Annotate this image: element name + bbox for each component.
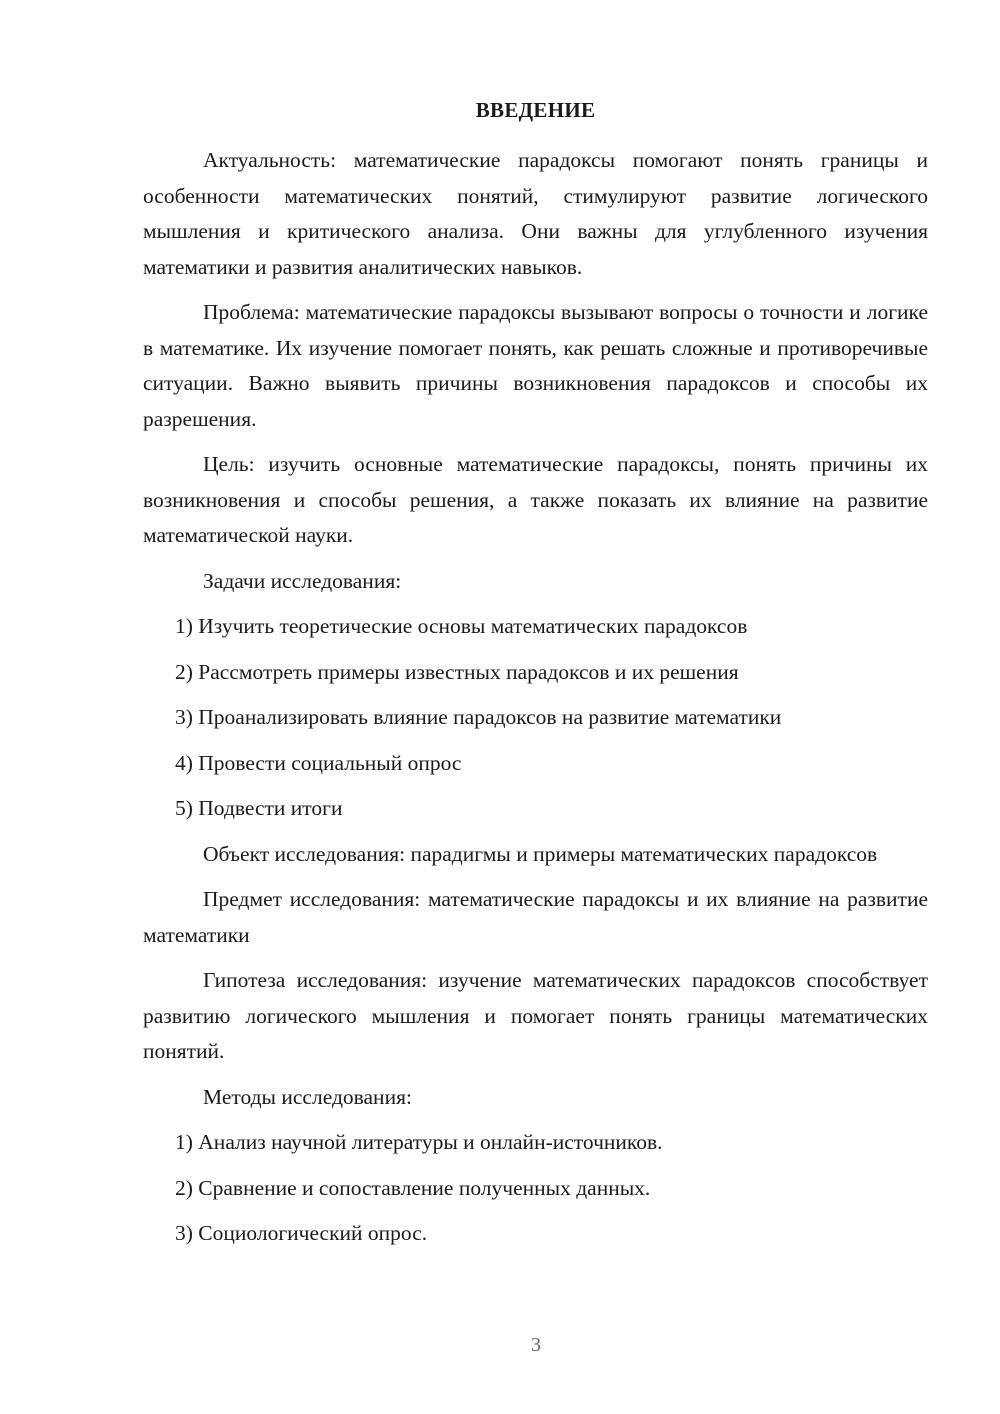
list-item: 1) Анализ научной литературы и онлайн-источников. <box>175 1130 663 1154</box>
list-item: 3) Социологический опрос. <box>175 1221 428 1245</box>
document-page <box>143 96 928 1262</box>
list-item: 3) Проанализировать влияние парадоксов на развитие математики <box>175 705 782 729</box>
list-item: 1) Изучить теоретические основы математических парадоксов <box>175 614 748 638</box>
goal-paragraph: Цель: изучить основные математические парадоксы, понять причины их возникновения и способы решения, а также показать их влияние на развитие математической науки. <box>143 452 928 547</box>
tasks-list <box>143 609 928 827</box>
page-number: 3 <box>531 1334 541 1356</box>
hypothesis-paragraph: Гипотеза исследования: изучение математических парадоксов способствует развитию логического мышления и помогает понять границы математических понятий. <box>143 968 928 1063</box>
page-title: ВВЕДЕНИЕ <box>475 98 596 122</box>
tasks-label: Задачи исследования: <box>203 568 402 593</box>
methods-list <box>143 1125 928 1252</box>
object-paragraph: Объект исследования: парадигмы и примеры математических парадоксов <box>203 841 878 866</box>
list-item: 5) Подвести итоги <box>175 796 343 820</box>
methods-label: Методы исследования: <box>203 1084 412 1109</box>
list-item: 4) Провести социальный опрос <box>175 750 462 775</box>
relevance-paragraph: Актуальность: математические парадоксы помогают понять границы и особенности математических понятий, стимулируют развитие логического мышления и критического анализа. Они важны для углубленного изучения математики и развития аналитических навыков. <box>143 148 928 279</box>
list-item: 2) Сравнение и сопоставление полученных данных. <box>175 1175 651 1200</box>
subject-paragraph: Предмет исследования: математические парадоксы и их влияние на развитие математики <box>143 887 928 947</box>
list-item: 2) Рассмотреть примеры известных парадоксов и их решения <box>175 659 739 684</box>
problem-paragraph: Проблема: математические парадоксы вызывают вопросы о точности и логике в математике. Их изучение помогает понять, как решать сложные и противоречивые ситуации. Важно выявить причины возникновения парадоксов и способы их разрешения. <box>143 300 928 431</box>
